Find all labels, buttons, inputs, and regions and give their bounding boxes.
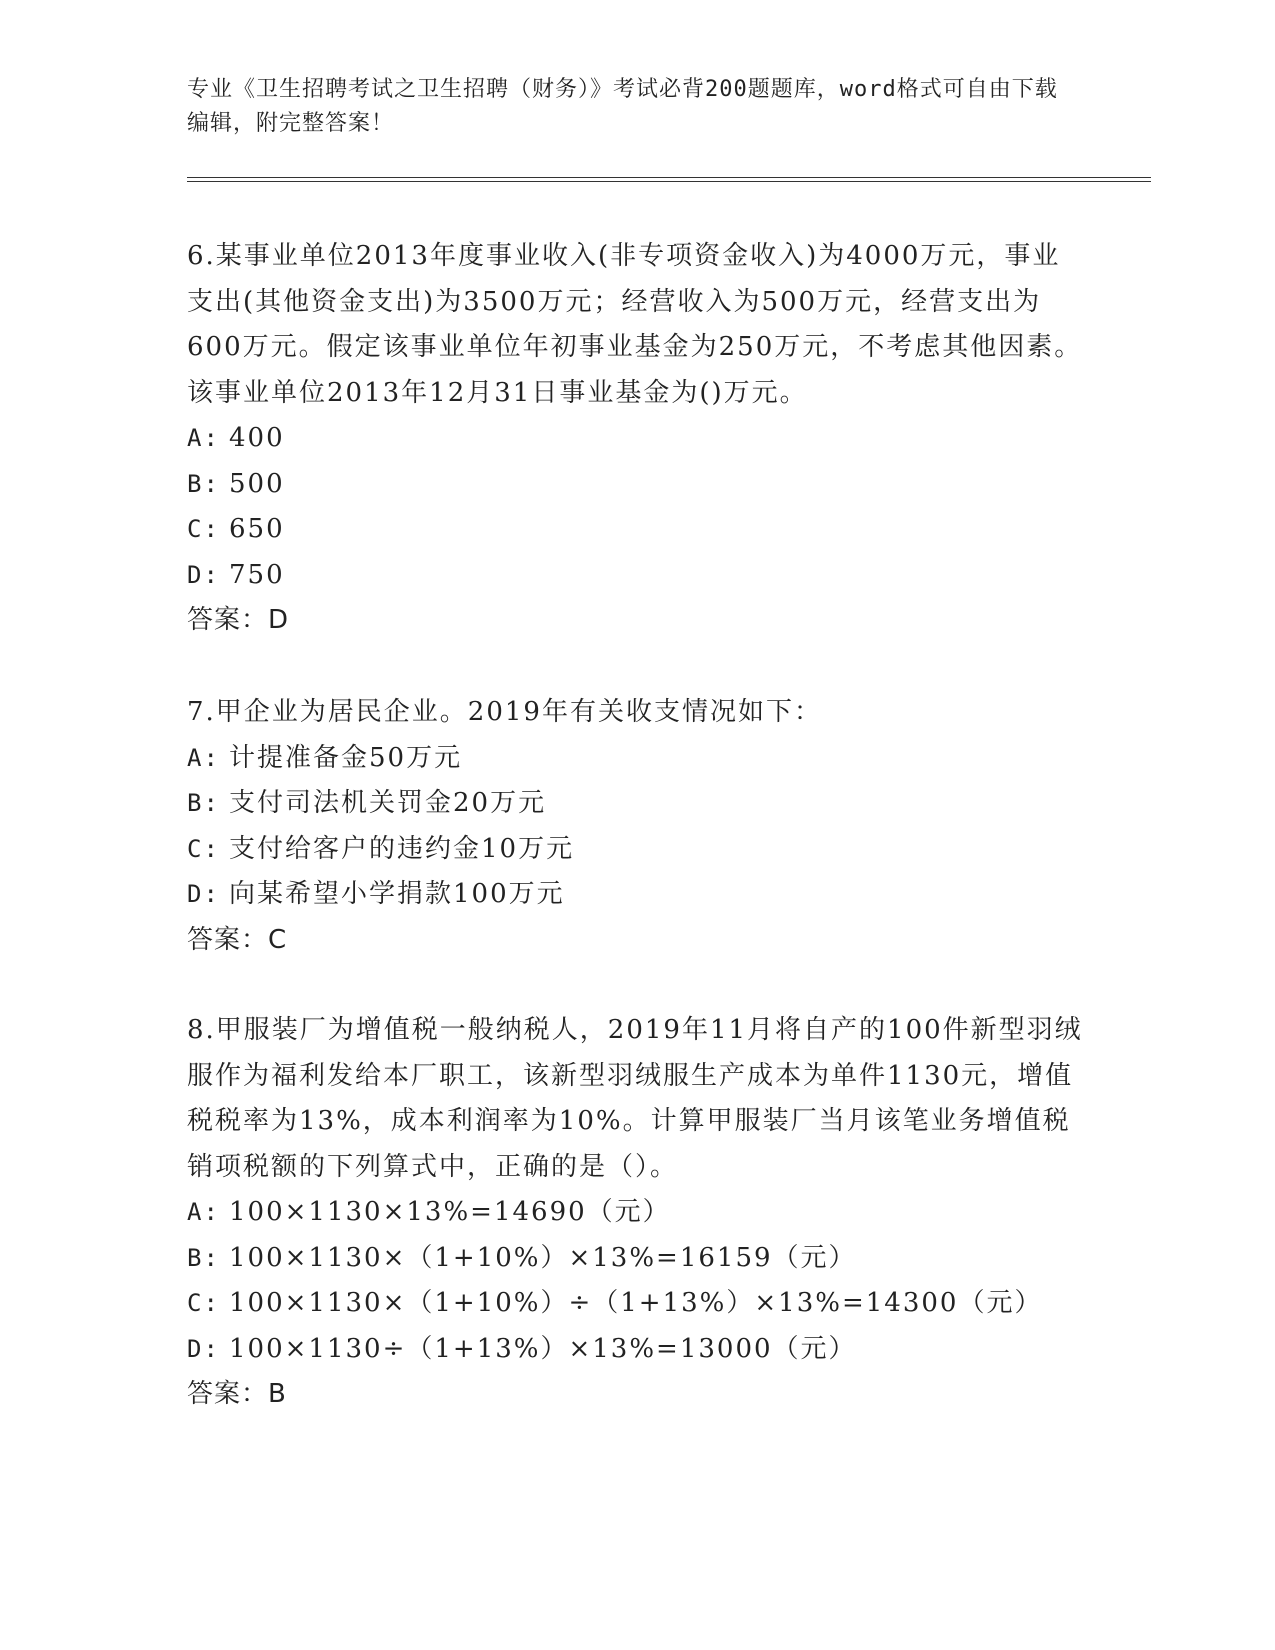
option-text: 100×1130×13%=14690（元）: [229, 1197, 671, 1227]
option-c: [187, 1281, 1087, 1327]
question-stem: 6.某事业单位2013年度事业收入(非专项资金收入)为4000万元，事业支出(其他资金支出)为3500万元；经营收入为500万元，经营支出为600万元。假定该事业单位年初事业基金为250万元，不考虑其他因素。该事业单位2013年12月31日事业基金为()万元。: [187, 241, 1083, 408]
option-text: 100×1130×（1+10%）÷（1+13%）×13%=14300（元）: [229, 1288, 1043, 1318]
option-text: 计提准备金50万元: [229, 742, 463, 773]
option-letter: B:: [187, 789, 220, 817]
option-b: [187, 1236, 1087, 1282]
question-stem: 8.甲服装厂为增值税一般纳税人，2019年11月将自产的100件新型羽绒服作为福利发给本厂职工，该新型羽绒服生产成本为单件1130元，增值税税率为13%，成本利润率为10%。计算甲服装厂当月该笔业务增值税销项税额的下列算式中，正确的是（）。: [187, 1015, 1083, 1182]
option-text: 100×1130÷（1+13%）×13%=13000（元）: [229, 1333, 857, 1364]
document-header: [187, 73, 1067, 141]
option-text: 向某希望小学捐款100万元: [229, 879, 565, 909]
option-b: [187, 462, 1087, 508]
option-a: [187, 416, 1087, 462]
header-divider-top: [187, 177, 1151, 178]
option-text: 500: [229, 468, 285, 499]
option-letter: D:: [187, 1334, 220, 1363]
option-text: 650: [229, 514, 285, 544]
option-letter: B:: [187, 1243, 220, 1272]
option-a: [187, 1190, 1087, 1236]
option-text: 支付给客户的违约金10万元: [229, 833, 575, 864]
option-letter: A:: [187, 743, 220, 772]
question-8: [187, 1008, 1087, 1418]
option-letter: C:: [187, 834, 220, 863]
header-divider-bottom: [187, 181, 1151, 182]
question-7: [187, 690, 1087, 963]
option-letter: D:: [187, 560, 220, 589]
option-letter: C:: [187, 515, 220, 543]
answer-line: 答案：C: [187, 924, 288, 955]
option-d: [187, 553, 1087, 599]
option-text: 支付司法机关罚金20万元: [229, 788, 547, 818]
option-a: [187, 736, 1087, 782]
option-letter: A:: [187, 424, 220, 452]
question-stem: 7.甲企业为居民企业。2019年有关收支情况如下：: [187, 697, 822, 727]
option-c: [187, 507, 1087, 553]
header-intro-text: 专业《卫生招聘考试之卫生招聘（财务）》考试必背200题题库，word格式可自由下载编辑，附完整答案！: [187, 77, 1058, 136]
option-letter: C:: [187, 1289, 220, 1317]
answer-line: 答案：B: [187, 1379, 287, 1409]
option-d: [187, 872, 1087, 918]
option-text: 400: [229, 423, 285, 453]
option-text: 750: [229, 559, 285, 590]
option-d: [187, 1327, 1087, 1373]
question-6: [187, 234, 1087, 644]
answer-line: 答案：D: [187, 605, 290, 635]
option-letter: A:: [187, 1198, 220, 1226]
option-letter: B:: [187, 469, 220, 498]
option-text: 100×1130×（1+10%）×13%=16159（元）: [229, 1242, 857, 1273]
option-letter: D:: [187, 880, 220, 908]
option-b: [187, 781, 1087, 827]
option-c: [187, 827, 1087, 873]
